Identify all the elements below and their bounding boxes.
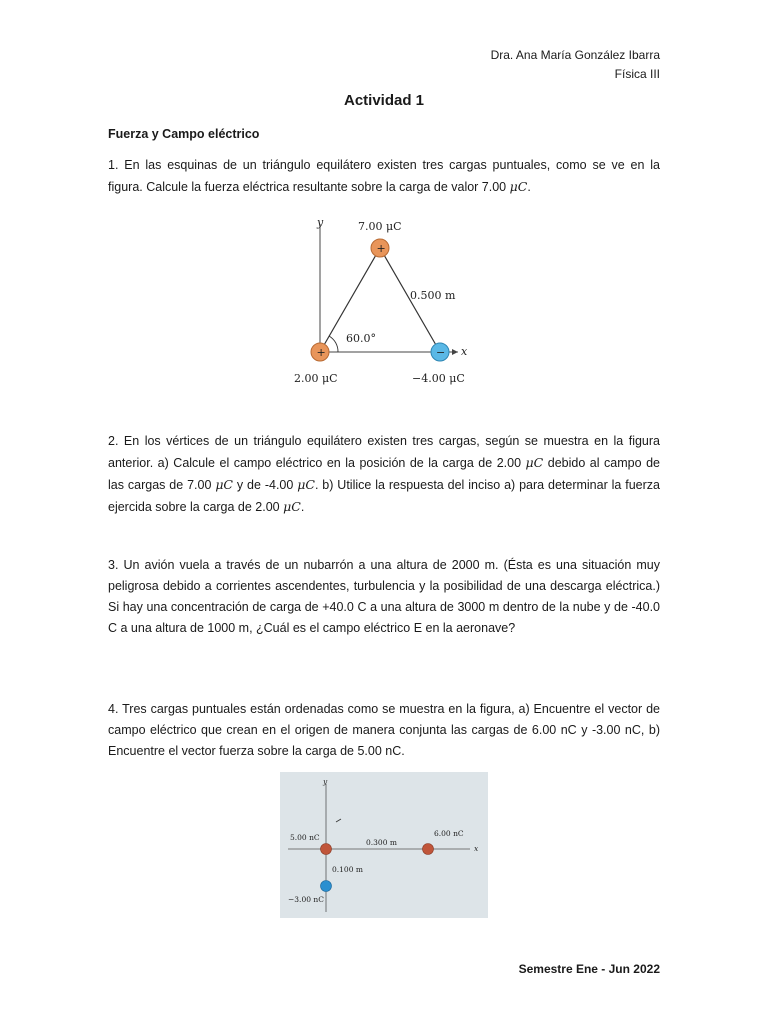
page-title: Actividad 1 — [343, 92, 425, 109]
charge-origin — [321, 844, 332, 855]
charge-left-label: 2.00 μC — [294, 372, 338, 385]
problem-2-text-a: 2. En los vértices de un triángulo equilátero existen tres cargas, según se muestra en la figura anterior. a) Calcule el campo eléctrico en la posición de la carga de 2.00 — [108, 434, 660, 470]
charge-right-label: −4.00 μC — [412, 372, 465, 385]
charge-top-sign: + — [376, 242, 386, 255]
y-axis-label: y — [317, 216, 324, 229]
angle-label: 60.0° — [346, 332, 376, 345]
problem-1-text: 1. En las esquinas de un triángulo equilátero existen tres cargas puntuales, como se ve en la figura. Calcule la fuerza eléctrica resultante sobre la carga de valor 7.00 — [108, 158, 660, 194]
unit-microcoulomb: μC — [283, 499, 301, 514]
problem-3-text: 3. Un avión vuela a través de un nubarrón a una altura de 2000 m. (Ésta es una situación muy peligrosa debido a corrientes ascendentes, turbulencia y la posibilidad de una descarga eléctrica.) Si hay una concentración de carga de +40.0 C a una altura de 3000 m dentro de la nube y de -40.0 C a una altura de 1000 m, ¿Cuál es el campo eléctrico E en la aeronave? — [108, 558, 660, 635]
page-footer: Semestre Ene - Jun 2022 — [518, 962, 660, 976]
x-axis-label: x — [461, 345, 468, 358]
charge-top-label: 7.00 μC — [358, 220, 402, 233]
problem-1 — [108, 155, 660, 198]
charge-origin-label: 5.00 nC — [290, 833, 320, 842]
unit-microcoulomb: μC — [525, 455, 544, 470]
problem-2 — [108, 431, 660, 518]
problem-2-text-b: debido al campo de las cargas de 7.00 — [108, 456, 660, 492]
side-length-label: 0.500 m — [410, 289, 456, 302]
problem-3 — [108, 555, 660, 639]
section-subtitle: Fuerza y Campo eléctrico — [108, 127, 260, 141]
x-axis-arrow — [452, 349, 458, 355]
problem-2-text-e: . — [300, 500, 305, 514]
charge-right-label: 6.00 nC — [434, 829, 464, 838]
figure-three-charges-photo — [280, 772, 488, 918]
angle-arc — [329, 336, 338, 352]
distance-y-label: 0.100 m — [332, 865, 363, 874]
document-header — [491, 46, 660, 84]
problem-2-text-c: y de -4.00 — [233, 478, 298, 492]
charge-below-label: −3.00 nC — [288, 895, 324, 904]
problem-1-end: . — [527, 180, 531, 194]
problem-4 — [108, 699, 660, 762]
charge-left-sign: + — [316, 346, 326, 359]
distance-x-label: 0.300 m — [366, 838, 397, 847]
charge-right — [423, 844, 434, 855]
unit-microcoulomb: μC — [297, 477, 315, 492]
y-axis-label: y — [323, 777, 328, 786]
problem-4-text: 4. Tres cargas puntuales están ordenadas como se muestra en la figura, a) Encuentre el vector de campo eléctrico que crean en el origen de manera conjunta las cargas de 6.00 nC y -3.00 nC, b) Encuentre el vector fuerza sobre la carga de 5.00 nC. — [108, 702, 660, 758]
unit-microcoulomb: μC — [509, 179, 528, 194]
problem-2-text-d: . b) Utilice la respuesta del inciso a) para determinar la fuerza ejercida sobre la carga de 2.00 — [108, 478, 660, 514]
charge-below — [321, 881, 332, 892]
figure-triangle-charges — [280, 212, 480, 392]
charge-right-sign: − — [436, 346, 446, 359]
author-name: Dra. Ana María González Ibarra — [490, 48, 660, 62]
unit-microcoulomb: μC — [215, 477, 234, 492]
x-axis-label: x — [474, 844, 479, 853]
course-name: Física III — [614, 67, 660, 81]
